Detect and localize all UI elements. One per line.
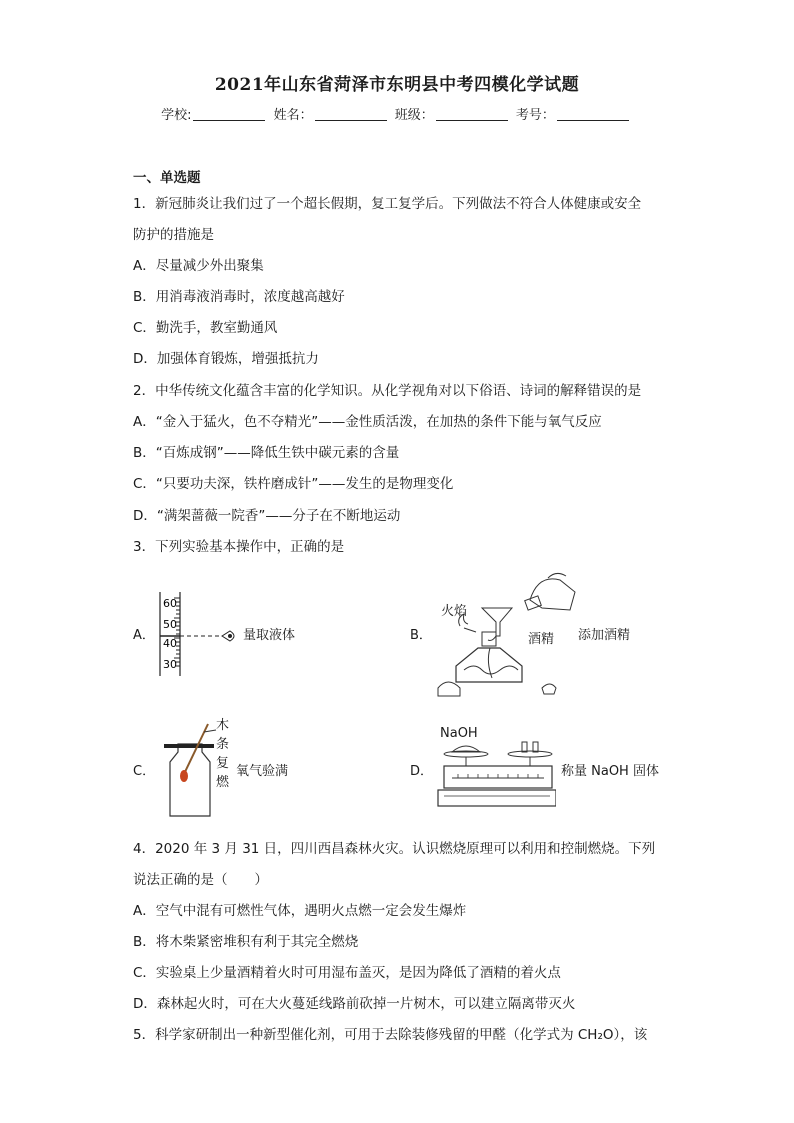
q3-d-label: D．	[410, 764, 434, 779]
name-blank[interactable]	[315, 107, 387, 121]
q4-option-a: A．空气中混有可燃性气体，遇明火点燃一定会发生爆炸	[133, 903, 467, 919]
stick-char-1: 木	[216, 718, 230, 733]
student-info-line	[0, 104, 794, 123]
q3-d-naoh-label: NaOH	[440, 726, 478, 741]
q4-option-d: D．森林起火时，可在大火蔓延线路前砍掉一片树木，可以建立隔离带灭火	[133, 996, 576, 1012]
q3-b-flame-label: 火焰	[441, 604, 468, 619]
school-label: 学校:	[161, 108, 192, 123]
balance-figure	[436, 740, 556, 810]
q4-option-b: B．将木柴紧密堆积有利于其完全燃烧	[133, 934, 359, 950]
glass-plate	[164, 744, 214, 748]
q5-stem-line1: 5．科学家研制出一种新型催化剂，可用于去除装修残留的甲醛（化学式为 CH₂O），该	[133, 1027, 648, 1043]
q4-stem-line1: 4．2020 年 3 月 31 日，四川西昌森林火灾。认识燃烧原理可以利用和控制燃烧。下列	[133, 841, 656, 857]
q4-stem-line2: 说法正确的是（ ）	[133, 872, 268, 888]
alcohol-lamp-figure	[430, 570, 580, 702]
tick-30: 30	[163, 658, 177, 671]
q1-stem-line1: 1．新冠肺炎让我们过了一个超长假期，复工复学后。下列做法不符合人体健康或安全	[133, 196, 642, 212]
exam-no-blank[interactable]	[557, 107, 629, 121]
q1-stem-line2: 防护的措施是	[133, 227, 214, 243]
q3-c-caption: 氧气验满	[236, 764, 289, 779]
exam-no-label: 考号：	[515, 108, 555, 123]
q1-option-b: B．用消毒液消毒时，浓度越高越好	[133, 289, 345, 305]
q1-option-c: C．勤洗手，教室勤通风	[133, 320, 278, 336]
q3-stem: 3．下列实验基本操作中，正确的是	[133, 539, 345, 555]
q4-option-c: C．实验桌上少量酒精着火时可用湿布盖灭，是因为降低了酒精的着火点	[133, 965, 561, 981]
stick-char-3: 复	[216, 756, 230, 771]
q1-option-a: A．尽量减少外出聚集	[133, 258, 264, 274]
tick-60: 60	[163, 597, 177, 610]
q2-option-b: B．“百炼成钢”——降低生铁中碳元素的含量	[133, 445, 400, 461]
q3-b-label: B．	[410, 628, 432, 643]
q3-d-caption: 称量 NaOH 固体	[561, 764, 659, 779]
q2-option-d: D．“满架蔷薇一院香”——分子在不断地运动	[133, 508, 401, 524]
name-label: 姓名：	[273, 108, 313, 123]
stick-char-4: 燃	[216, 775, 230, 790]
class-label: 班级：	[394, 108, 434, 123]
q3-c-label: C．	[133, 764, 156, 779]
school-blank[interactable]	[193, 107, 265, 121]
q2-stem: 2．中华传统文化蕴含丰富的化学知识。从化学视角对以下俗语、诗词的解释错误的是	[133, 383, 642, 399]
tick-50: 50	[163, 618, 177, 631]
exam-title: 2021年山东省菏泽市东明县中考四模化学试题	[214, 75, 580, 95]
q2-option-a: A．“金入于猛火，色不夺精光”——金性质活泼，在加热的条件下能与氧气反应	[133, 414, 602, 430]
oxygen-test-figure	[160, 722, 222, 820]
q3-b-alcohol-label: 酒精	[528, 632, 555, 647]
tick-40: 40	[163, 637, 177, 650]
section-title: 一、单选题	[133, 170, 201, 186]
q3-b-caption: 添加酒精	[578, 628, 631, 643]
q2-option-c: C．“只要功夫深，铁杵磨成针”——发生的是物理变化	[133, 476, 454, 492]
class-blank[interactable]	[436, 107, 508, 121]
q3-c-stick-label	[216, 716, 230, 792]
q1-option-d: D．加强体育锻炼，增强抵抗力	[133, 351, 319, 367]
stick-char-2: 条	[216, 737, 230, 752]
q3-a-caption: 量取液体	[243, 628, 296, 643]
q3-a-label: A．	[133, 628, 155, 643]
